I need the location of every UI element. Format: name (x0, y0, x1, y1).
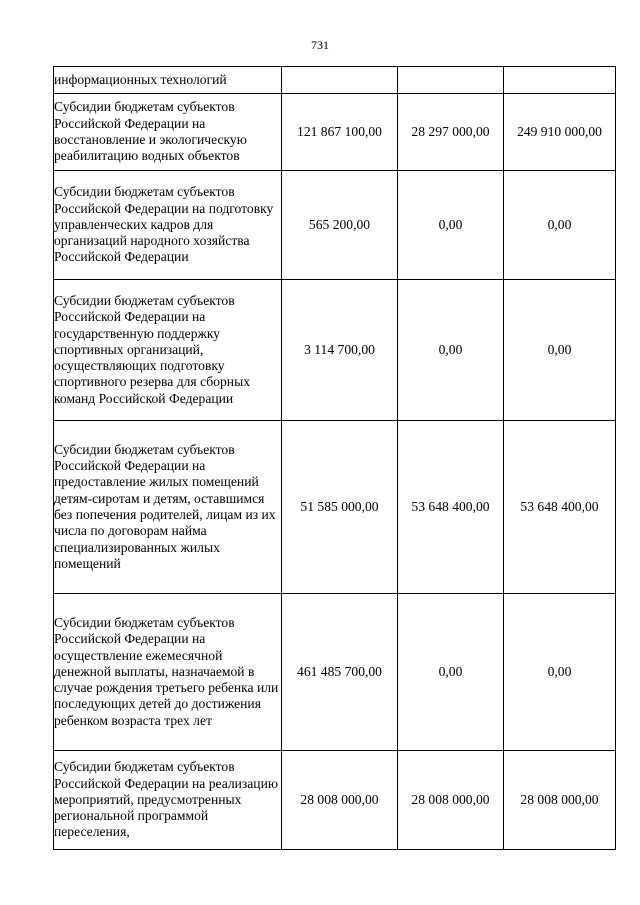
value-cell-2: 0,00 (398, 594, 504, 751)
row-name-cell: Субсидии бюджетам субъектов Российской Федерации на восстановление и экологическую реабилитацию водных объектов (54, 94, 282, 171)
budget-table (53, 66, 616, 850)
value-cell-1: 121 867 100,00 (282, 94, 398, 171)
table-row (54, 594, 616, 751)
value-cell-2: 0,00 (398, 280, 504, 421)
row-name-cell: информационных технологий (54, 67, 282, 94)
table-row (54, 751, 616, 850)
table-row (54, 171, 616, 280)
value-cell-3: 0,00 (504, 594, 616, 751)
value-cell-3: 0,00 (504, 171, 616, 280)
value-cell-2: 0,00 (398, 171, 504, 280)
value-cell-2: 28 008 000,00 (398, 751, 504, 850)
value-cell-3: 249 910 000,00 (504, 94, 616, 171)
table-row (54, 421, 616, 594)
value-cell-3 (504, 67, 616, 94)
row-name-cell: Субсидии бюджетам субъектов Российской Федерации на реализацию мероприятий, предусмотренных региональной программой переселения, (54, 751, 282, 850)
page-number: 731 (311, 38, 329, 52)
value-cell-1: 461 485 700,00 (282, 594, 398, 751)
value-cell-3: 0,00 (504, 280, 616, 421)
value-cell-2 (398, 67, 504, 94)
row-name-cell: Субсидии бюджетам субъектов Российской Федерации на государственную поддержку спортивных организаций, осуществляющих подготовку спортивного резерва для сборных команд Российской Федерации (54, 280, 282, 421)
value-cell-1: 28 008 000,00 (282, 751, 398, 850)
table-row (54, 67, 616, 94)
value-cell-1 (282, 67, 398, 94)
value-cell-3: 53 648 400,00 (504, 421, 616, 594)
value-cell-3: 28 008 000,00 (504, 751, 616, 850)
value-cell-2: 53 648 400,00 (398, 421, 504, 594)
row-name-cell: Субсидии бюджетам субъектов Российской Федерации на подготовку управленческих кадров для организаций народного хозяйства Российской Федерации (54, 171, 282, 280)
table-row (54, 94, 616, 171)
row-name-cell: Субсидии бюджетам субъектов Российской Федерации на осуществление ежемесячной денежной выплаты, назначаемой в случае рождения третьего ребенка или последующих детей до достижения ребенком возраста трех лет (54, 594, 282, 751)
value-cell-2: 28 297 000,00 (398, 94, 504, 171)
value-cell-1: 565 200,00 (282, 171, 398, 280)
table-row (54, 280, 616, 421)
value-cell-1: 3 114 700,00 (282, 280, 398, 421)
value-cell-1: 51 585 000,00 (282, 421, 398, 594)
row-name-cell: Субсидии бюджетам субъектов Российской Федерации на предоставление жилых помещений детям-сиротам и детям, оставшимся без попечения родителей, лицам из их числа по договорам найма специализированных жилых помещений (54, 421, 282, 594)
